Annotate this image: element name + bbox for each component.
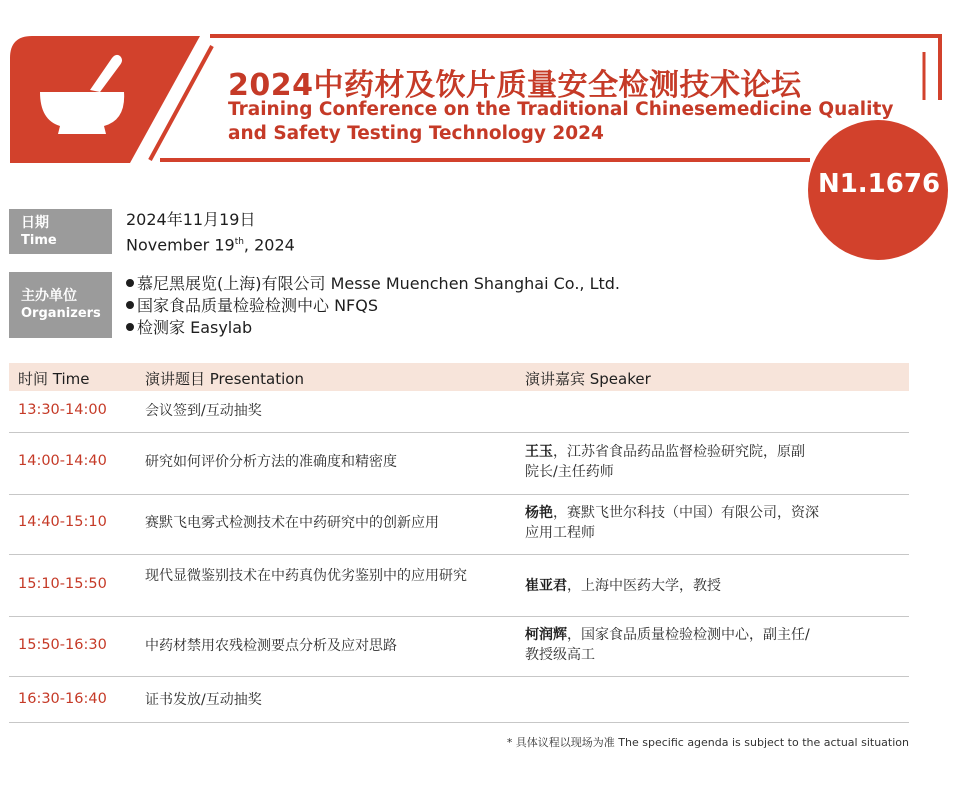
agenda-topic: 中药材禁用农残检测要点分析及应对思路 <box>145 638 397 654</box>
agenda-speaker <box>525 625 815 665</box>
page-subtitle <box>228 98 893 146</box>
agenda-topic: 研究如何评价分析方法的准确度和精密度 <box>145 454 397 470</box>
agenda-row <box>9 616 909 677</box>
organizer-item: 检测家 Easylab <box>126 317 620 339</box>
bullet-icon <box>126 279 134 287</box>
speaker-name: 王玉 <box>525 444 553 460</box>
agenda-row <box>9 494 909 555</box>
agenda-time: 14:40-15:10 <box>18 514 107 530</box>
organizers-label <box>9 272 112 338</box>
agenda-time: 15:10-15:50 <box>18 576 107 592</box>
agenda-row <box>9 432 909 495</box>
subtitle-line-2: and Safety Testing Technology 2024 <box>228 123 604 144</box>
date-en-suffix: th <box>234 237 244 247</box>
booth-badge <box>808 120 948 260</box>
speaker-name: 柯润辉 <box>525 627 567 643</box>
agenda-time: 15:50-16:30 <box>18 637 107 653</box>
col-presentation-header: 演讲题目 Presentation <box>145 370 304 388</box>
agenda-topic: 会议签到/互动抽奖 <box>145 403 262 419</box>
speaker-name: 杨艳 <box>525 505 553 521</box>
agenda-row <box>9 391 909 433</box>
bullet-icon <box>126 323 134 331</box>
date-label-en: Time <box>21 232 57 248</box>
speaker-name: 崔亚君 <box>525 578 567 594</box>
page-title: 2024中药材及饮片质量安全检测技术论坛 <box>228 68 802 103</box>
agenda-speaker <box>525 503 830 543</box>
organizer-item: 慕尼黑展览(上海)有限公司 Messe Muenchen Shanghai Co., Ltd. <box>126 273 620 295</box>
organizers-label-cn: 主办单位 <box>21 288 77 304</box>
agenda-topic: 现代显微鉴别技术在中药真伪优劣鉴别中的应用研究 <box>145 568 467 584</box>
agenda-row <box>9 676 909 723</box>
booth-number: N1.1676 <box>817 169 941 199</box>
agenda-speaker <box>525 576 905 596</box>
date-value <box>126 209 295 256</box>
organizers-label-en: Organizers <box>21 306 101 321</box>
date-label-cn: 日期 <box>21 214 49 231</box>
agenda-topic: 赛默飞电雾式检测技术在中药研究中的创新应用 <box>145 515 439 531</box>
agenda-speaker <box>525 442 815 482</box>
date-value-en <box>126 231 295 256</box>
organizers-list <box>126 273 620 339</box>
date-value-cn: 2024年11月19日 <box>126 210 256 229</box>
agenda-time: 14:00-14:40 <box>18 453 107 469</box>
speaker-info: ，赛默飞世尔科技（中国）有限公司，资深应用工程师 <box>525 505 819 541</box>
agenda-time: 13:30-14:00 <box>18 402 107 418</box>
agenda-time: 16:30-16:40 <box>18 691 107 707</box>
agenda-topic: 证书发放/互动抽奖 <box>145 692 262 708</box>
agenda-header <box>9 363 909 391</box>
date-en-main: November 19 <box>126 235 235 255</box>
footnote: * 具体议程以现场为准 The specific agenda is subject to the actual situation <box>506 736 909 749</box>
col-speaker-header: 演讲嘉宾 Speaker <box>525 370 651 388</box>
subtitle-line-1: Training Conference on the Traditional Chinesemedicine Quality <box>228 99 894 120</box>
agenda-row <box>9 554 909 617</box>
speaker-info: ，上海中医药大学，教授 <box>567 578 721 594</box>
speaker-info: ，国家食品质量检验检测中心，副主任/教授级高工 <box>525 627 810 663</box>
organizer-item: 国家食品质量检验检测中心 NFQS <box>126 295 620 317</box>
date-en-year: , 2024 <box>243 235 295 255</box>
date-label <box>9 209 112 254</box>
col-time-header: 时间 Time <box>18 370 90 388</box>
speaker-info: ，江苏省食品药品监督检验研究院，原副院长/主任药师 <box>525 444 805 480</box>
bullet-icon <box>126 301 134 309</box>
